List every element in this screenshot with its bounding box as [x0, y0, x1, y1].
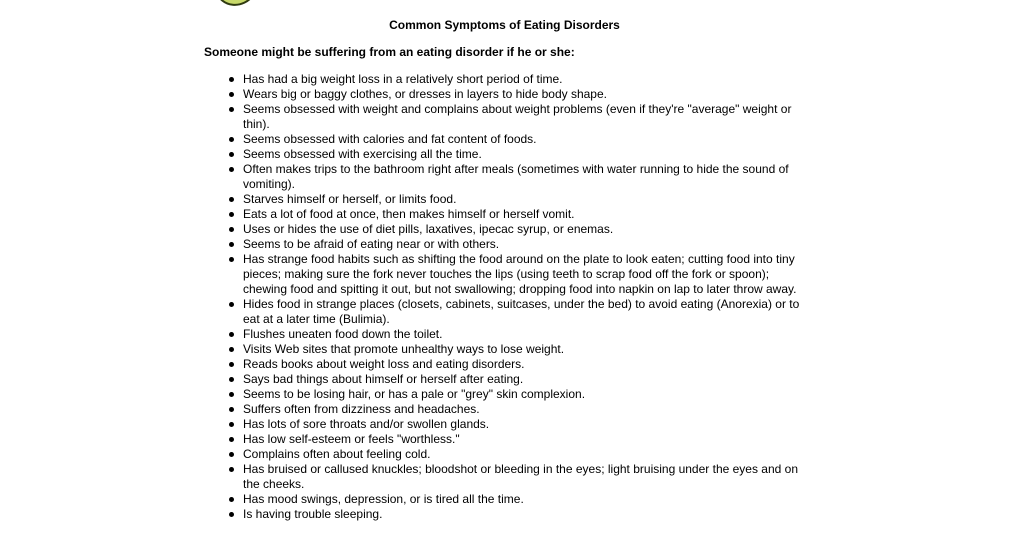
list-item: Often makes trips to the bathroom right after meals (sometimes with water running to hide the sound of vomiting).	[243, 162, 807, 192]
list-item: Visits Web sites that promote unhealthy ways to lose weight.	[243, 342, 807, 357]
logo-icon	[214, 0, 258, 8]
list-item: Starves himself or herself, or limits food.	[243, 192, 807, 207]
list-item: Flushes uneaten food down the toilet.	[243, 327, 807, 342]
list-item: Seems obsessed with weight and complains about weight problems (even if they're "average" weight or thin).	[243, 102, 807, 132]
list-item: Complains often about feeling cold.	[243, 447, 807, 462]
list-item: Reads books about weight loss and eating disorders.	[243, 357, 807, 372]
list-item: Has lots of sore throats and/or swollen glands.	[243, 417, 807, 432]
list-item: Seems to be losing hair, or has a pale or "grey" skin complexion.	[243, 387, 807, 402]
list-item: Seems obsessed with calories and fat content of foods.	[243, 132, 807, 147]
list-item: Uses or hides the use of diet pills, laxatives, ipecac syrup, or enemas.	[243, 222, 807, 237]
list-item: Has strange food habits such as shifting the food around on the plate to look eaten; cutting food into tiny pieces; making sure the fork never touches the lips (using teeth to scrap food off the fork or spoon); chewing food and spitting it out, but not swallowing; dropping food into napkin on lap to later throw away.	[243, 252, 807, 297]
list-item: Seems obsessed with exercising all the time.	[243, 147, 807, 162]
list-item: Eats a lot of food at once, then makes himself or herself vomit.	[243, 207, 807, 222]
list-item: Has mood swings, depression, or is tired all the time.	[243, 492, 807, 507]
intro-text: Someone might be suffering from an eating disorder if he or she:	[204, 45, 575, 59]
symptom-list	[243, 72, 807, 522]
list-item: Is having trouble sleeping.	[243, 507, 807, 522]
list-item: Suffers often from dizziness and headaches.	[243, 402, 807, 417]
list-item: Hides food in strange places (closets, cabinets, suitcases, under the bed) to avoid eating (Anorexia) or to eat at a later time (Bulimia).	[243, 297, 807, 327]
page-title: Common Symptoms of Eating Disorders	[389, 18, 620, 32]
list-item: Has had a big weight loss in a relatively short period of time.	[243, 72, 807, 87]
list-item: Has bruised or callused knuckles; bloodshot or bleeding in the eyes; light bruising under the eyes and on the cheeks.	[243, 462, 807, 492]
list-item: Seems to be afraid of eating near or with others.	[243, 237, 807, 252]
list-item: Wears big or baggy clothes, or dresses in layers to hide body shape.	[243, 87, 807, 102]
list-item: Has low self-esteem or feels "worthless."	[243, 432, 807, 447]
list-item: Says bad things about himself or herself after eating.	[243, 372, 807, 387]
